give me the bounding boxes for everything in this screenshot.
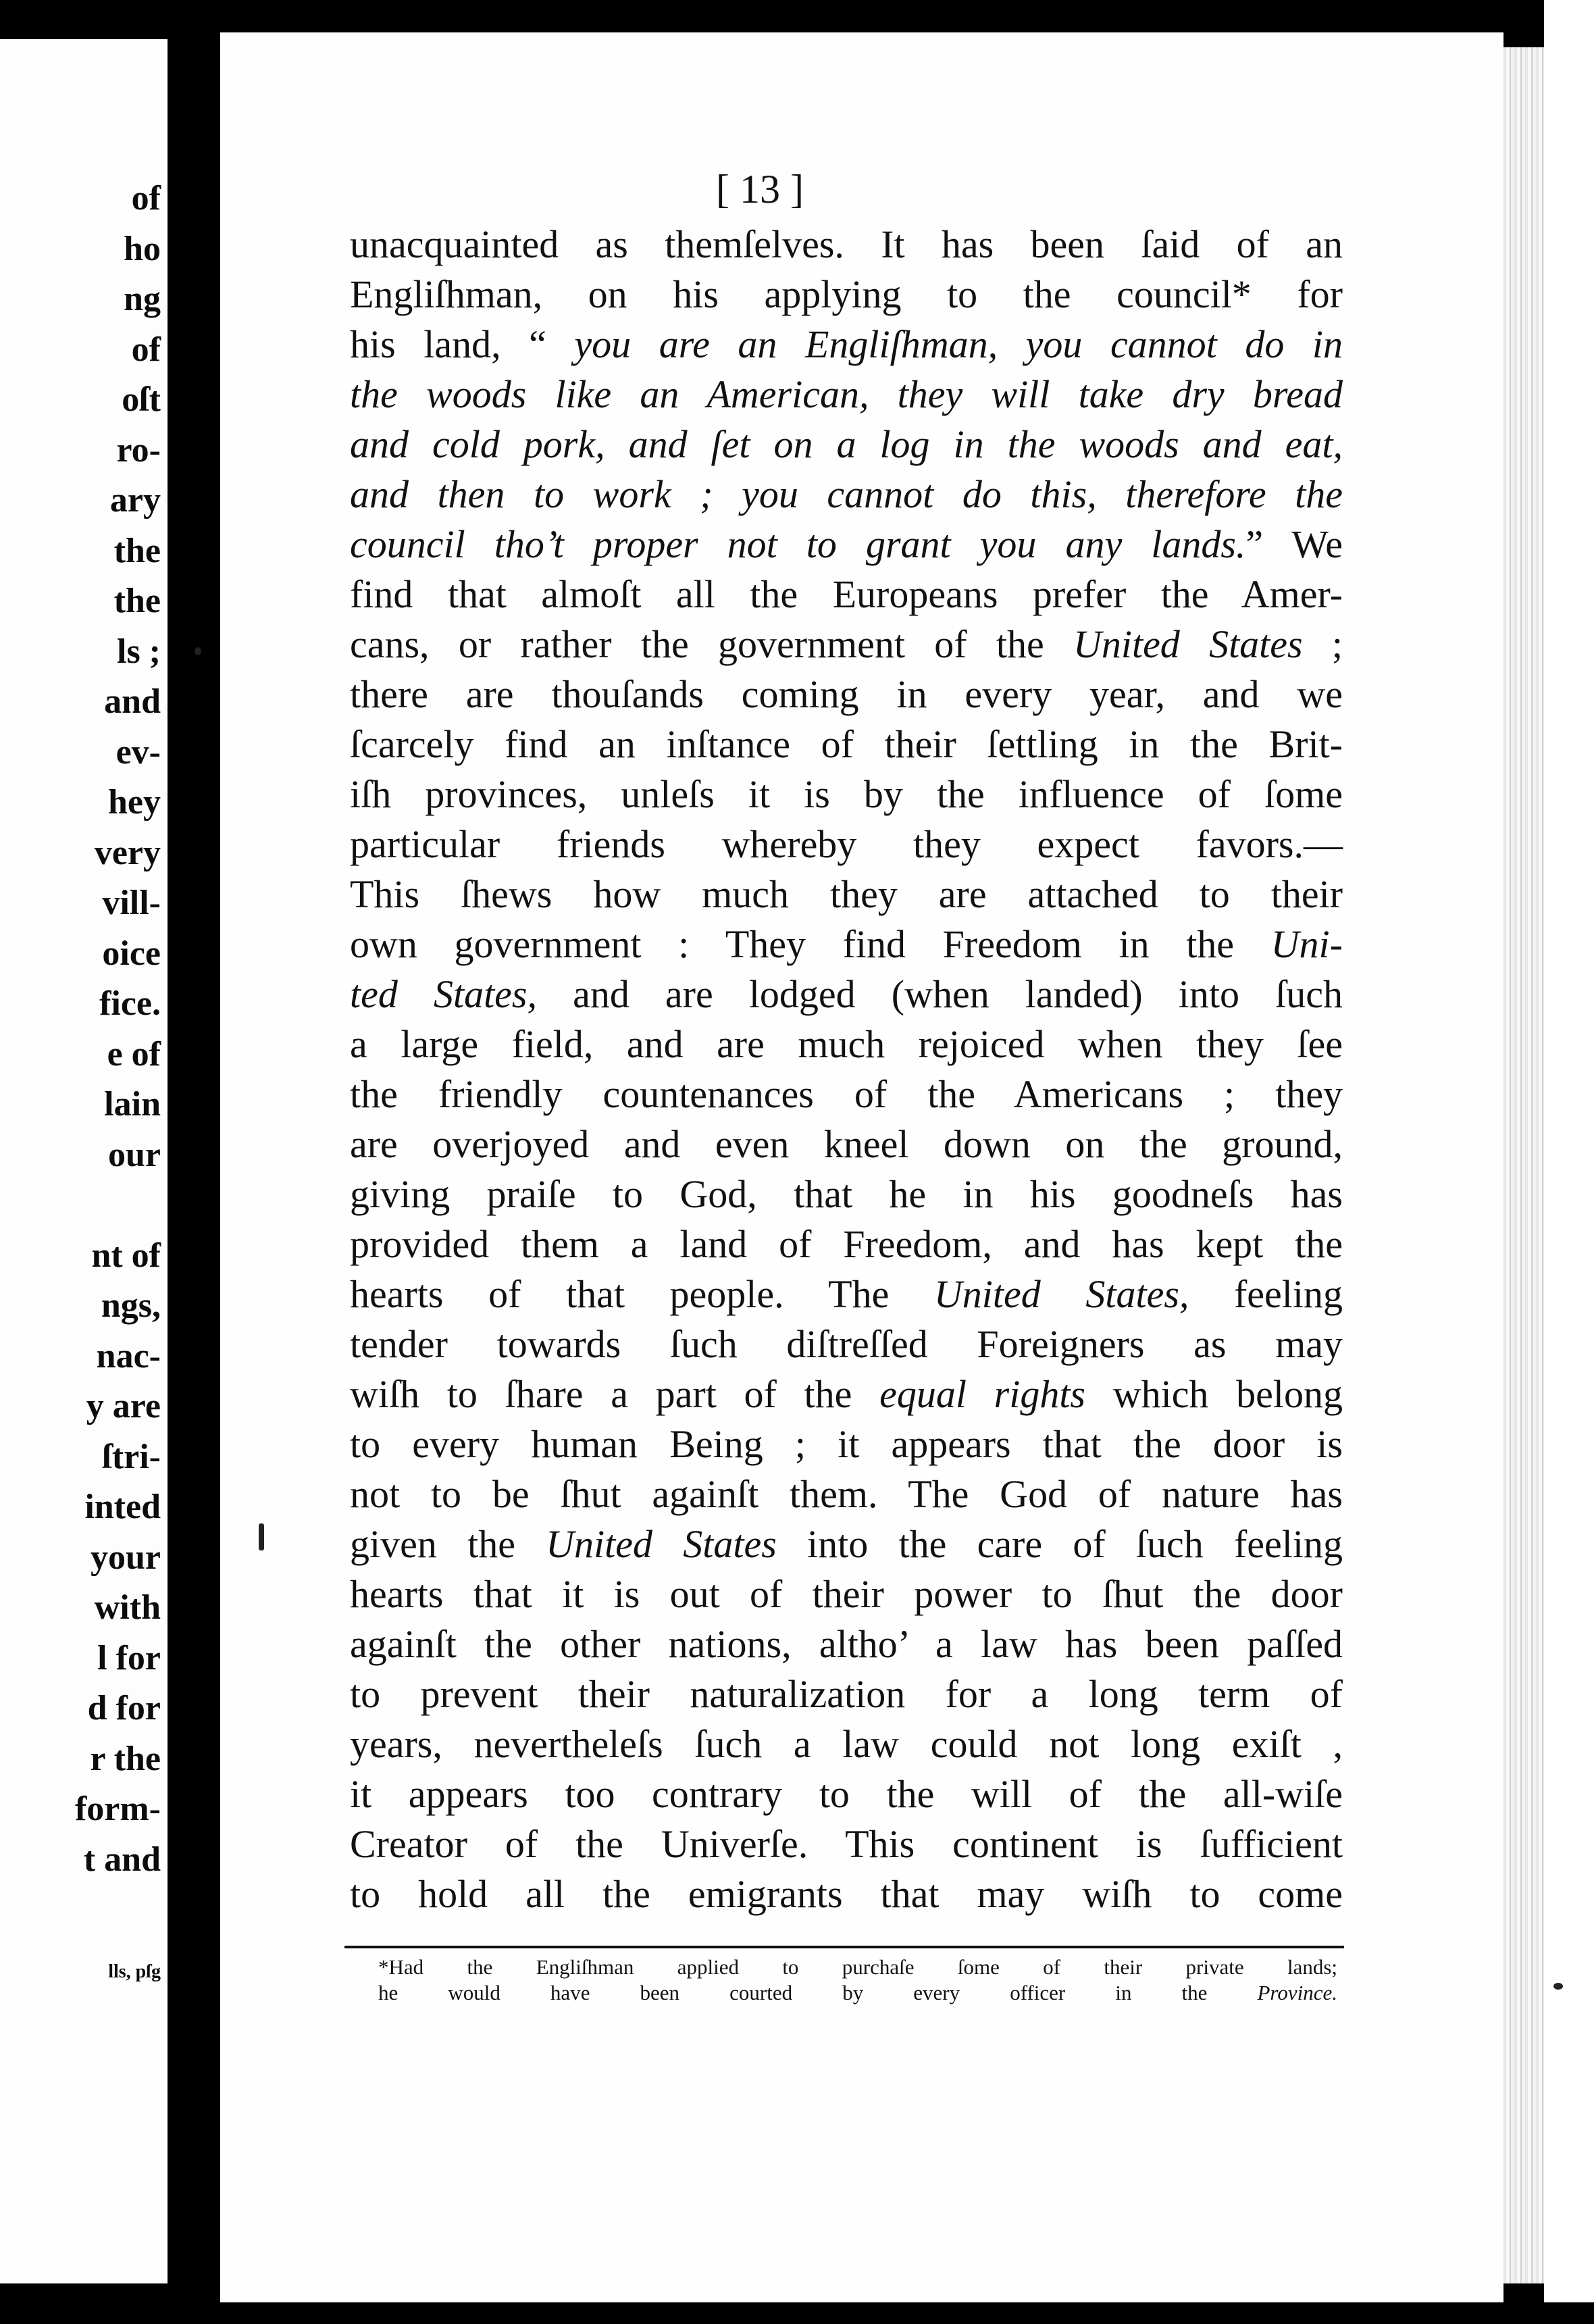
- text-line: [350, 869, 1343, 919]
- left-page-fragment: ſtri-: [102, 1437, 161, 1476]
- text-run: to prevent their naturalization for a long term of: [350, 1672, 1343, 1716]
- page-number: [ 13 ]: [716, 167, 804, 211]
- text-run: to every human Being ; it appears that the door is: [350, 1422, 1343, 1466]
- text-line: [350, 1519, 1343, 1569]
- text-run: Engliſhman, on his applying to the council* for: [350, 272, 1343, 316]
- left-page-fragment: ls ;: [117, 632, 161, 671]
- left-page-fragment: inted: [84, 1488, 161, 1526]
- text-run: *Had the Engliſhman applied to purchaſe ſome of their private lands;: [378, 1955, 1337, 1979]
- text-line: [350, 1319, 1343, 1369]
- left-page-footnote-fragment: lls, pſg: [108, 1961, 161, 1982]
- text-run: unacquainted as themſelves. It has been ſaid of an: [350, 222, 1343, 266]
- text-line: [350, 719, 1343, 769]
- left-page-fragment: fice.: [99, 984, 161, 1023]
- text-run: giving praiſe to God, that he in his goodneſs has: [350, 1172, 1343, 1216]
- text-line: [350, 670, 1343, 719]
- text-run: ſcarcely find an inſtance of their ſettling in the Brit-: [350, 722, 1343, 766]
- text-line: [350, 1119, 1343, 1169]
- text-run: This ſhews how much they are attached to their: [350, 872, 1343, 916]
- text-line: [350, 1869, 1343, 1919]
- text-run: cans, or rather the government of the: [350, 622, 1073, 666]
- italic-text: and cold pork, and ſet on a log in the woods and eat,: [350, 422, 1343, 466]
- text-line: [350, 1619, 1343, 1669]
- text-line: [350, 1269, 1343, 1319]
- italic-text: you are an Engliſhman, you cannot do in: [574, 322, 1343, 366]
- footnote-rule: [344, 1946, 1344, 1948]
- left-page-fragment: of: [131, 179, 161, 218]
- text-run: feeling: [1189, 1272, 1343, 1316]
- left-page-fragment: form-: [74, 1790, 161, 1828]
- text-line: [350, 1419, 1343, 1469]
- italic-text: Province.: [1257, 1981, 1337, 2004]
- left-page-fragment: very: [94, 833, 161, 872]
- text-line: [350, 220, 1343, 270]
- footnote-line: [378, 1980, 1337, 2006]
- left-page-fragment: vill-: [102, 884, 161, 922]
- text-line: [350, 1369, 1343, 1419]
- text-run: it appears too contrary to the will of the all-wiſe: [350, 1772, 1343, 1816]
- italic-text: United States,: [933, 1272, 1189, 1316]
- left-page-fragment: your: [91, 1538, 161, 1577]
- text-run: iſh provinces, unleſs it is by the influence of ſome: [350, 772, 1343, 816]
- left-page-fragment: ho: [124, 229, 161, 268]
- text-run: which belong: [1085, 1372, 1343, 1416]
- left-page-fragment: oſt: [122, 380, 161, 419]
- text-run: given the: [350, 1522, 546, 1566]
- text-run: the friendly countenances of the Americans ; they: [350, 1072, 1343, 1116]
- text-run: hearts of that people. The: [350, 1272, 934, 1316]
- text-run: wiſh to ſhare a part of the: [350, 1372, 880, 1416]
- left-page-fragment: our: [108, 1135, 161, 1174]
- text-run: into the care of ſuch feeling: [776, 1522, 1343, 1566]
- margin-speck: [259, 1523, 264, 1550]
- book-gutter: [168, 0, 220, 2324]
- left-page-fragment: lain: [104, 1085, 161, 1123]
- text-run: tender towards ſuch diſtreſſed Foreigners as may: [350, 1322, 1343, 1366]
- text-run: to hold all the emigrants that may wiſh to come: [350, 1872, 1343, 1916]
- text-line: [350, 520, 1343, 570]
- text-line: [350, 819, 1343, 869]
- text-run: a large field, and are much rejoiced when they ſee: [350, 1022, 1343, 1066]
- text-line: [350, 1719, 1343, 1769]
- text-line: [350, 1219, 1343, 1269]
- text-run: there are thouſands coming in every year, and we: [350, 672, 1343, 716]
- left-facing-page: [0, 39, 168, 2283]
- text-line: [350, 1769, 1343, 1819]
- text-run: ;: [1302, 622, 1343, 666]
- text-line: [350, 769, 1343, 819]
- text-line: [350, 919, 1343, 969]
- text-run: are overjoyed and even kneel down on the ground,: [350, 1122, 1343, 1166]
- text-run: particular friends whereby they expect favors.—: [350, 822, 1343, 866]
- italic-text: council tho’t proper not to grant you any lands.: [350, 522, 1246, 566]
- left-page-fragment: y are: [86, 1387, 161, 1425]
- text-run: provided them a land of Freedom, and has kept the: [350, 1222, 1343, 1266]
- left-page-fragment: t and: [83, 1840, 161, 1879]
- text-line: [350, 1469, 1343, 1519]
- left-page-fragment: the: [113, 582, 161, 620]
- left-page-fragment: d for: [87, 1689, 161, 1727]
- footnote: [378, 1954, 1337, 2006]
- scan-background-right: [1544, 0, 1594, 2324]
- text-line: [350, 969, 1343, 1019]
- text-run: his land, “: [350, 322, 575, 366]
- text-line: [350, 320, 1343, 370]
- footnote-line: [378, 1954, 1337, 1980]
- text-line: [350, 470, 1343, 520]
- text-run: Creator of the Univerſe. This continent is ſufficient: [350, 1822, 1343, 1866]
- left-page-fragment: nt of: [91, 1236, 161, 1275]
- italic-text: United States: [546, 1522, 777, 1566]
- left-page-fragment: and: [104, 682, 161, 721]
- text-run: againſt the other nations, altho’ a law has been paſſed: [350, 1622, 1343, 1666]
- text-run: ” We: [1245, 522, 1343, 566]
- body-text: [350, 220, 1343, 1919]
- text-line: [350, 1819, 1343, 1869]
- text-line: [350, 620, 1343, 670]
- text-line: [350, 370, 1343, 420]
- margin-speck: [195, 647, 201, 655]
- text-line: [350, 1569, 1343, 1619]
- text-line: [350, 1069, 1343, 1119]
- page-edge-stack: [1503, 47, 1544, 2283]
- left-page-fragment: l for: [97, 1638, 161, 1677]
- left-page-fragment: r the: [90, 1739, 161, 1778]
- italic-text: and then to work ; you cannot do this, therefore the: [350, 472, 1343, 516]
- left-page-fragment: of: [131, 330, 161, 369]
- italic-text: United States: [1073, 622, 1303, 666]
- left-page-fragment: ary: [109, 481, 161, 520]
- text-line: [350, 1669, 1343, 1719]
- left-page-fragment: with: [94, 1588, 161, 1627]
- italic-text: ted States,: [350, 972, 537, 1016]
- left-page-fragment: hey: [108, 783, 161, 822]
- left-page-fragment: nac-: [96, 1336, 161, 1375]
- text-run: find that almoſt all the Europeans prefer the Amer-: [350, 572, 1343, 616]
- text-line: [350, 420, 1343, 470]
- margin-speck: [1553, 1983, 1563, 1990]
- left-page-fragment: the: [113, 531, 161, 570]
- text-line: [350, 270, 1343, 320]
- left-page-fragment: e of: [107, 1034, 161, 1073]
- italic-text: Uni-: [1270, 922, 1343, 966]
- text-line: [350, 570, 1343, 620]
- italic-text: the woods like an American, they will take dry bread: [350, 372, 1343, 416]
- left-page-fragment: ngs,: [101, 1286, 161, 1325]
- left-page-fragment: oice: [102, 934, 161, 973]
- text-run: years, nevertheleſs ſuch a law could not long exiſt ,: [350, 1722, 1343, 1766]
- left-page-fragment: ev-: [115, 732, 161, 772]
- text-run: hearts that it is out of their power to ſhut the door: [350, 1572, 1343, 1616]
- text-line: [350, 1019, 1343, 1069]
- text-run: own government : They find Freedom in the: [350, 922, 1271, 966]
- italic-text: equal rights: [879, 1372, 1085, 1416]
- text-run: not to be ſhut againſt them. The God of nature has: [350, 1472, 1343, 1516]
- left-page-fragment: ro-: [116, 430, 161, 470]
- left-page-fragment: ng: [124, 280, 161, 318]
- text-run: he would have been courted by every officer in the: [378, 1981, 1258, 2004]
- scan-background-bottom: [0, 2302, 1594, 2324]
- text-line: [350, 1169, 1343, 1219]
- text-run: and are lodged (when landed) into ſuch: [537, 972, 1343, 1016]
